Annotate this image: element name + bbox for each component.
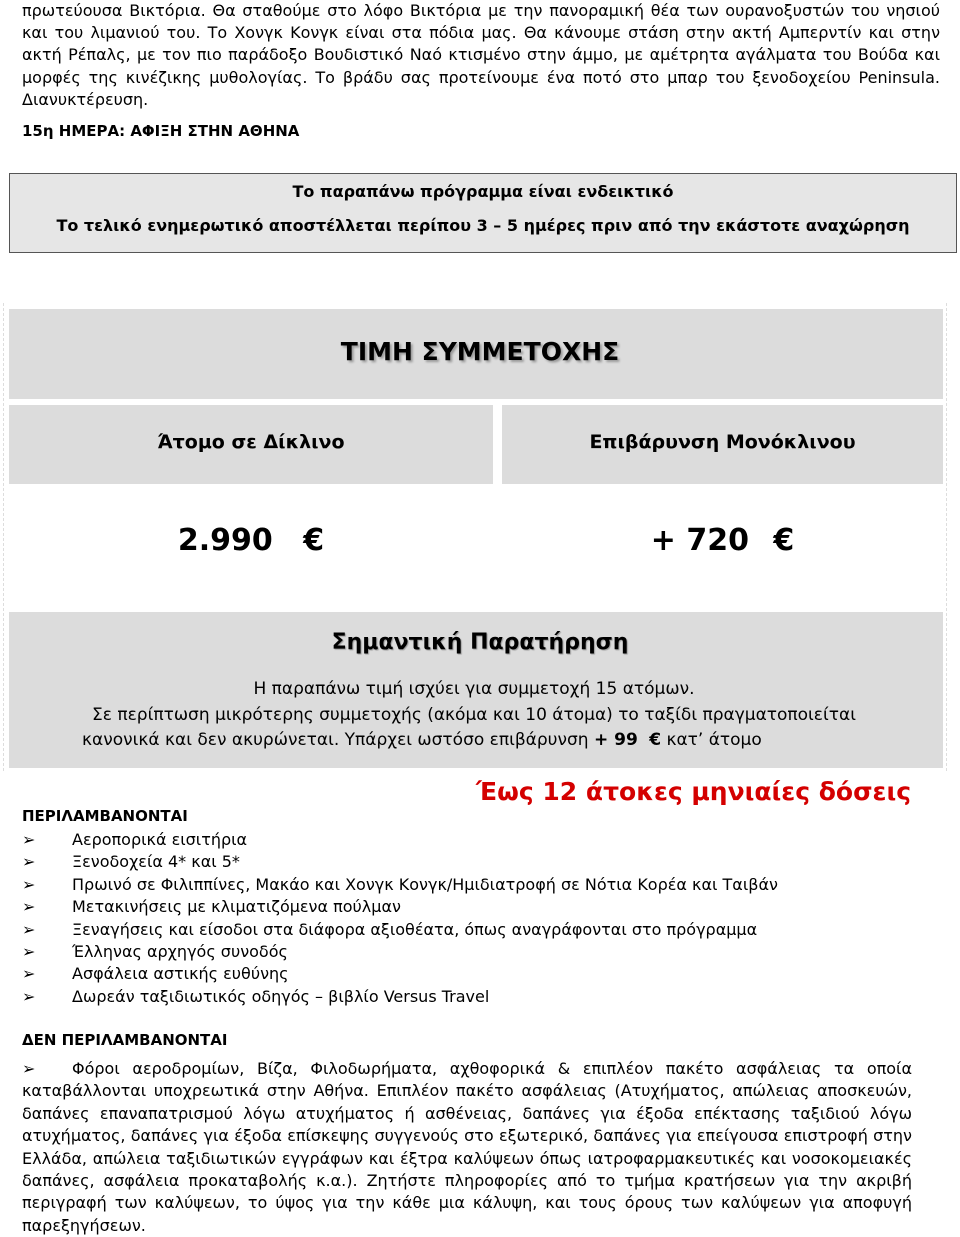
arrow-bullet-icon: ➢ (22, 919, 36, 939)
list-item (22, 963, 778, 985)
list-item-text: Πρωινό σε Φιλιππίνες, Μακάο και Χονγκ Κονγκ/Ημιδιατροφή σε Νότια Κορέα και Ταιβάν (72, 874, 778, 894)
list-item (22, 896, 778, 918)
important-note-line-2: Σε περίπτωση μικρότερης συμμετοχής (ακόμα και 10 άτομα) το ταξίδι πραγματοποιείται (92, 705, 856, 725)
single-supplement-price (502, 523, 943, 558)
list-item (22, 919, 778, 941)
arrow-bullet-icon: ➢ (22, 941, 36, 961)
day-15-heading: 15η ΗΜΕΡΑ: ΑΦΙΞΗ ΣΤΗΝ ΑΘΗΝΑ (22, 122, 300, 140)
list-item (22, 874, 778, 896)
notice-line-1: Το παραπάνω πρόγραμμα είναι ενδεικτικό (292, 182, 674, 201)
excluded-text: Φόροι αεροδρομίων, Βίζα, Φιλοδωρήματα, αχθοφορικά & επιπλέον πακέτο ασφάλειας τα οποία καταβάλλονται υποχρεωτικά στην Αθήνα. Επιπλέον πακέτο ασφάλειας (Ατυχήματος, απώλειας αποσκευών, δαπάνες επαναπατρισμού λόγω ατυχήματος ή ασθένειας, δαπάνες για έξοδα επέκτασης ταξιδιού λόγω ατυχήματος, δαπάνες για έξοδα επίσκεψης συγγενούς στο εξωτερικό, δαπάνες για επείγουσα επιστροφή στην Ελλάδα, απώλεια ταξιδιωτικών εγγράφων και έξτρα καλύψεων όπως ιατροφαρμακευτικές και νοσοκομειακές δαπάνες, ασφάλεια προκαταβολής κ.α.). Ζητήστε πληροφορίες από το τμήμα κρατήσεων για την ακριβή περιγραφή των καλύψεων, το ύψος για την κάθε μια κάλυψη, και τους όρους των καλύψεων για αποφυγή παρεξηγήσεων. (22, 1059, 912, 1235)
single-supplement-header (502, 405, 943, 484)
excluded-paragraph (22, 1058, 912, 1237)
list-item-text: Έλληνας αρχηγός συνοδός (72, 941, 288, 961)
list-item-text: Δωρεάν ταξιδιωτικός οδηγός – βιβλίο Versus Travel (72, 986, 490, 1006)
note-line-3-end: κατ’ άτομο (661, 730, 762, 750)
arrow-bullet-icon: ➢ (22, 1059, 36, 1078)
single-supplement-label: Επιβάρυνση Μονόκλινου (589, 431, 856, 453)
installments-banner: Έως 12 άτοκες μηνιαίες δόσεις (476, 777, 912, 806)
note-surcharge-amount: + 99 (593, 730, 638, 750)
arrow-bullet-icon: ➢ (22, 852, 36, 872)
arrow-bullet-icon: ➢ (22, 897, 36, 917)
arrow-bullet-icon: ➢ (22, 986, 36, 1006)
double-room-header (9, 405, 493, 484)
double-room-label: Άτομο σε Δίκλινο (157, 431, 345, 453)
arrow-bullet-icon: ➢ (22, 874, 36, 894)
double-room-price-value: 2.990 (177, 523, 273, 558)
important-note-title: Σημαντική Παρατήρηση (331, 630, 629, 655)
list-item (22, 941, 778, 963)
list-item (22, 851, 778, 873)
list-item-text: Ασφάλεια αστικής ευθύνης (72, 964, 289, 984)
important-note-line-3 (82, 730, 762, 750)
excluded-heading: ΔΕΝ ΠΕΡΙΛΑΜΒΑΝΟΝΤΑΙ (22, 1031, 228, 1049)
included-heading: ΠΕΡΙΛΑΜΒΑΝΟΝΤΑΙ (22, 807, 188, 825)
list-item (22, 986, 778, 1008)
important-note-line-1: Η παραπάνω τιμή ισχύει για συμμετοχή 15 ατόμων. (253, 679, 695, 699)
list-item-text: Αεροπορικά εισιτήρια (72, 830, 248, 849)
note-line-3-start: κανονικά και δεν ακυρώνεται. Υπάρχει ωστόσο επιβάρυνση (82, 730, 594, 750)
euro-icon: € (649, 730, 662, 750)
arrow-bullet-icon: ➢ (22, 964, 36, 984)
euro-icon: € (773, 523, 795, 558)
arrow-bullet-icon: ➢ (22, 830, 36, 849)
single-supplement-price-value: + 720 (650, 523, 749, 558)
list-item-text: Ξενοδοχεία 4* και 5* (72, 852, 240, 872)
program-notice-box (9, 173, 957, 253)
intro-paragraph: πρωτεύουσα Βικτόρια. Θα σταθούμε στο λόφο Βικτόρια με την πανοραμική θέα των ουρανοξυστών του νησιού και του λιμανιού του. Το Χονγκ Κονγκ είναι στα πόδια μας. Θα κάνουμε στάση στην ακτή Αμπερντίν και στην ακτή Ρέπαλς, με τον πιο παράδοξο Βουδιστικό Ναό κτισμένο στην άμμο, με αμέτρητα αγάλματα του Βούδα και μορφές της κινέζικης μυθολογίας. Το βράδυ σας προτείνουμε ένα ποτό στο μπαρ του ξενοδοχείου Peninsula. Διανυκτέρευση. (22, 1, 940, 109)
list-item-text: Ξεναγήσεις και είσοδοι στα διάφορα αξιοθέατα, όπως αναγράφονται στο πρόγραμμα (72, 919, 758, 939)
itinerary-intro (22, 0, 940, 111)
euro-icon: € (303, 523, 325, 558)
double-room-price (9, 523, 493, 558)
notice-line-2: Το τελικό ενημερωτικό αποστέλλεται περίπου 3 – 5 ημέρες πριν από την εκάστοτε αναχώρηση (56, 216, 910, 235)
price-title: ΤΙΜΗ ΣΥΜΜΕΤΟΧΗΣ (340, 337, 620, 366)
list-item-text: Μετακινήσεις με κλιματιζόμενα πούλμαν (72, 897, 401, 917)
list-item (22, 829, 778, 851)
included-list (22, 829, 778, 1008)
